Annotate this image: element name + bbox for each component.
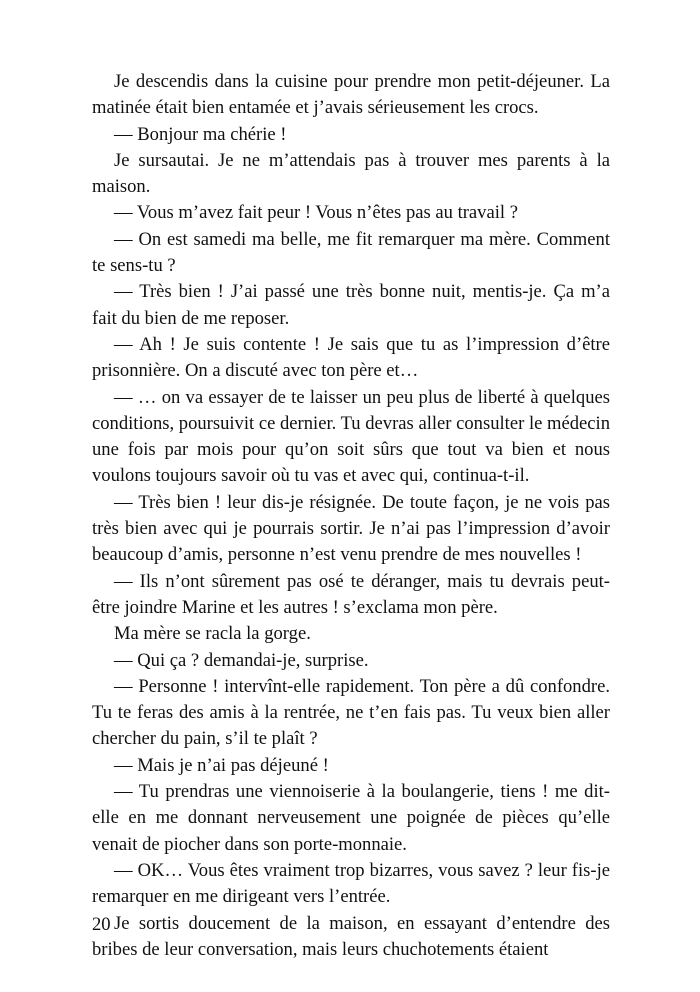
paragraph: — Bonjour ma chérie ! (114, 123, 287, 145)
paragraph: — Vous m’avez fait peur ! Vous n’êtes pas au travail ? (114, 202, 518, 224)
paragraph: — OK… Vous êtes vraiment trop bizarres, vous savez ? leur fis-je remarquer en me dirigeant vers l’entrée. (92, 859, 610, 908)
paragraph: — Ah ! Je suis contente ! Je sais que tu as l’impression d’être prisonnière. On a discuté avec ton père et… (92, 333, 610, 382)
paragraph: Je descendis dans la cuisine pour prendre mon petit-déjeuner. La matinée était bien entamée et j’avais sérieusement les crocs. (92, 71, 610, 119)
paragraph: — Ils n’ont sûrement pas osé te déranger, mais tu devrais peut-être joindre Marine et les autres ! s’exclama mon père. (92, 570, 610, 618)
paragraph: — Personne ! intervînt-elle rapidement. Ton père a dû confondre. Tu te feras des amis à la rentrée, ne t’en fais pas. Tu veux bien aller chercher du pain, s’il te plaît ? (92, 675, 610, 750)
paragraph: Je sursautai. Je ne m’attendais pas à trouver mes parents à la maison. (92, 149, 610, 198)
paragraph: — Qui ça ? demandai-je, surprise. (114, 649, 369, 671)
paragraph: Ma mère se racla la gorge. (114, 623, 311, 645)
paragraph: — Très bien ! J’ai passé une très bonne nuit, mentis-je. Ça m’a fait du bien de me reposer. (92, 281, 610, 329)
paragraph: — Très bien ! leur dis-je résignée. De toute façon, je ne vois pas très bien avec qui je pourrais sortir. Je n’ai pas l’impression d’avoir beaucoup d’amis, personne n’est venu prendre de mes nouvelles ! (92, 491, 610, 566)
paragraph: — … on va essayer de te laisser un peu plus de liberté à quelques conditions, poursuivit ce dernier. Tu devras aller consulter le médecin une fois par mois pour qu’on soit sûrs que tout va bien et nous voulons toujours savoir où tu vas et avec qui, continua-t-il. (92, 386, 610, 487)
paragraph: — Mais je n’ai pas déjeuné ! (114, 754, 329, 776)
paragraph: — Tu prendras une viennoiserie à la boulangerie, tiens ! me dit-elle en me donnant nerveusement une poignée de pièces qu’elle venait de piocher dans son porte-monnaie. (92, 781, 610, 855)
page-body (92, 69, 610, 963)
page-number: 20 (92, 914, 111, 935)
paragraph: Je sortis doucement de la maison, en essayant d’entendre des bribes de leur conversation, mais leurs chuchotements étaient (92, 912, 610, 960)
paragraph: — On est samedi ma belle, me fit remarquer ma mère. Comment te sens-tu ? (92, 228, 610, 277)
